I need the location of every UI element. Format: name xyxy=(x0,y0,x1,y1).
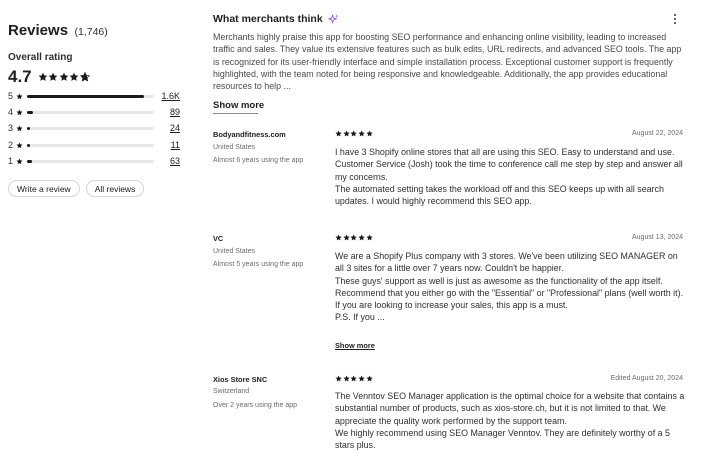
star-icon xyxy=(48,72,58,82)
star-icon xyxy=(38,72,48,82)
review-paragraph: I have 3 Shopify online stores that all are using this SEO. Easy to understand and use. Customer Service (Josh) took the time to conference call me step by step and answer all my concerns. xyxy=(335,147,683,182)
rating-row-count-link[interactable]: 24 xyxy=(169,123,180,133)
reviews-title: Reviews xyxy=(8,22,69,39)
star-icon xyxy=(366,130,373,137)
merchants-summary: Merchants highly praise this app for boosting SEO performance and enhancing online visibility, leading to increased traffic and sales. They value its extensive features such as bulk edits, URL redirects, and advanced SEO tools. The app is recognized for its user-friendly interface and simple installation process. Exceptional customer support is frequently highlighted, with the team noted for being responsive and knowledgeable. Additionally, the app provides educational resources to help ... xyxy=(213,32,682,92)
all-reviews-button[interactable]: All reviews xyxy=(86,180,145,197)
rating-row-count-link[interactable]: 63 xyxy=(169,156,180,166)
reviewer-tenure: Almost 5 years using the app xyxy=(213,261,304,268)
star-icon xyxy=(343,375,350,382)
rating-row-label: 3 xyxy=(8,123,14,133)
rating-row-count-link[interactable]: 89 xyxy=(169,107,180,117)
reviewer-tenure: Over 2 years using the app xyxy=(213,402,298,409)
star-icon xyxy=(80,72,90,82)
rating-bar xyxy=(27,144,154,147)
rating-row-label: 5 xyxy=(8,91,14,101)
rating-row-1[interactable] xyxy=(8,155,180,167)
review-show-more-button[interactable]: Show more xyxy=(335,341,375,350)
star-icon xyxy=(358,375,365,382)
rating-bar-fill xyxy=(27,160,32,163)
reviews-heading xyxy=(8,22,108,40)
rating-row-5[interactable] xyxy=(8,90,180,102)
overall-rating-value: 4.7 xyxy=(8,67,32,86)
rating-row-label: 1 xyxy=(8,156,14,166)
sparkle-icon xyxy=(328,14,339,25)
rating-bar xyxy=(27,160,154,163)
overall-rating-stars xyxy=(38,72,91,82)
reviewer-tenure: Almost 6 years using the app xyxy=(213,157,304,164)
reviewer-name: VC xyxy=(213,234,224,243)
rating-bar-fill xyxy=(27,144,30,147)
star-icon xyxy=(16,125,23,132)
star-icon xyxy=(358,234,365,241)
star-icon xyxy=(350,375,357,382)
review-paragraph: We highly recommend using SEO Manager Venntov. They are definitely worthy of a 5 stars plus. xyxy=(335,427,670,451)
review-paragraph: P.S. If you ... xyxy=(335,312,385,323)
reviewer-country: United States xyxy=(213,248,256,255)
merchants-heading xyxy=(213,13,339,25)
rating-bar-fill xyxy=(27,111,33,114)
overall-rating-label: Overall rating xyxy=(8,52,73,63)
review-rating-stars xyxy=(335,130,373,137)
merchants-title: What merchants think xyxy=(213,13,323,25)
review-paragraph: We are a Shopify Plus company with 3 stores. We've been utilizing SEO MANAGER on all 3 sites for a little over 7 years now. Couldn't be happier. xyxy=(335,251,678,274)
show-more-underline xyxy=(213,113,258,114)
reviewer-country: Switzerland xyxy=(213,388,250,395)
rating-bar xyxy=(27,111,154,114)
star-icon xyxy=(366,234,373,241)
reviewer-name: Bodyandfitness.com xyxy=(213,130,286,139)
star-icon xyxy=(343,234,350,241)
star-icon xyxy=(358,130,365,137)
rating-row-label: 4 xyxy=(8,107,14,117)
star-icon xyxy=(335,375,342,382)
star-icon xyxy=(59,72,69,82)
review-rating-stars xyxy=(335,375,373,382)
star-icon xyxy=(69,72,79,82)
review-paragraph: If you are looking to increase your sales, this app is a must. xyxy=(335,300,568,311)
review-rating-stars xyxy=(335,234,373,241)
star-icon xyxy=(350,234,357,241)
star-icon xyxy=(16,158,23,165)
rating-row-count-link[interactable]: 11 xyxy=(170,140,180,150)
rating-bar xyxy=(27,127,154,130)
star-icon xyxy=(335,234,342,241)
review-actions xyxy=(8,180,144,197)
review-paragraph: The automated setting takes the workload off and this SEO keeps up with all search updates. I would highly recommend this SEO app. xyxy=(335,183,664,207)
rating-row-count-link[interactable]: 1.6K xyxy=(161,91,180,101)
rating-row-label: 2 xyxy=(8,140,14,150)
write-review-button[interactable]: Write a review xyxy=(8,180,80,197)
star-icon xyxy=(366,375,373,382)
review-date: August 13, 2024 xyxy=(632,234,683,241)
summary-show-more-button[interactable]: Show more xyxy=(213,100,265,111)
review-paragraph: The Venntov SEO Manager application is the optimal choice for a website that contains a substantial number of products, such as xios-store.ch, but it is not limited to that. We appreciate the quality work performed by the support team. xyxy=(335,391,685,426)
rating-bar-fill xyxy=(27,127,30,130)
rating-bar xyxy=(27,95,154,98)
review-date: August 22, 2024 xyxy=(632,130,683,137)
overall-rating xyxy=(8,67,90,87)
star-icon xyxy=(350,130,357,137)
rating-bar-fill xyxy=(27,95,144,98)
reviews-count: (1,746) xyxy=(74,26,108,38)
reviewer-country: United States xyxy=(213,144,256,151)
rating-row-3[interactable] xyxy=(8,122,180,134)
star-icon xyxy=(343,130,350,137)
review-body xyxy=(335,390,685,451)
star-icon xyxy=(16,109,23,116)
review-paragraph: These guys' support as well is just as awesome as the functionality of the app itself. Recommend that you either go with the "Essential" or "Professional" plans (well worth it). xyxy=(335,275,684,298)
star-icon xyxy=(16,93,23,100)
review-date: Edited August 20, 2024 xyxy=(610,375,683,382)
star-icon xyxy=(16,142,23,149)
star-icon xyxy=(335,130,342,137)
rating-row-2[interactable] xyxy=(8,139,180,151)
reviewer-name: Xios Store SNC xyxy=(213,375,268,384)
review-body xyxy=(335,250,685,324)
rating-row-4[interactable] xyxy=(8,106,180,118)
review-body xyxy=(335,146,685,207)
kebab-menu-icon[interactable] xyxy=(670,13,680,25)
